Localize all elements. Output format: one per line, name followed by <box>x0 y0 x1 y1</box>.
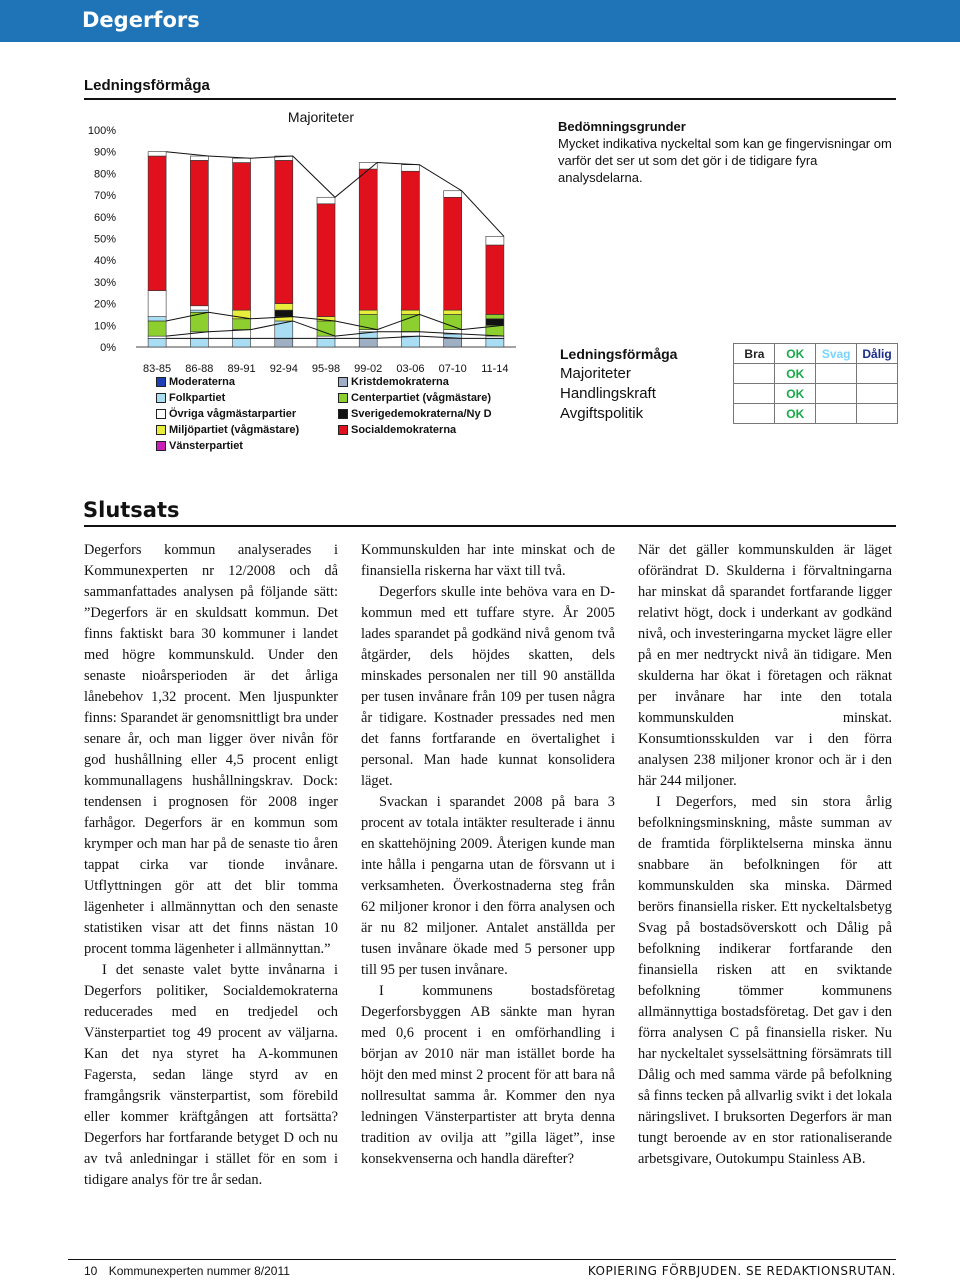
bar-segment <box>401 171 419 310</box>
legend-item <box>338 392 491 404</box>
paragraph: När det gäller kommunskulden är läget oförändrat D. Skulderna i förvaltningarna har minskat då sparandet fortfarande ligger relativt högt, dock i underkant av godkänd nivå, och investeringarna mycket lägre eller på en mer nedtryckt nivå än tidigare. Men skulderna har ökat i företagen och räknat per invånare har inte den totala kommunskulden minskat. Konsumtionsskulden var i den förra analysen 238 miljoner kronor och är i den här 244 miljoner. <box>638 542 892 789</box>
bar-segment <box>359 169 377 310</box>
bar-segment <box>148 317 166 321</box>
legend-item <box>156 376 235 388</box>
text-column-1 <box>84 540 338 1191</box>
y-tick-label: 60% <box>93 211 116 224</box>
bar-segment <box>401 310 419 314</box>
criteria-box <box>558 118 898 186</box>
legend-label: Kristdemokraterna <box>351 376 449 388</box>
legend-swatch <box>338 393 348 403</box>
rating-row <box>558 404 898 424</box>
legend-item <box>338 424 456 436</box>
bar-segment <box>359 330 377 332</box>
text-column-3 <box>638 540 892 1170</box>
y-tick-label: 10% <box>93 320 116 333</box>
footer-left <box>84 1264 290 1278</box>
bar-segment <box>444 338 462 347</box>
bar-segment <box>444 191 462 198</box>
paragraph: Svackan i sparandet 2008 på bara 3 procent av totala intäkter resulterade i ännu en skattehöjning 2009. Återigen kunde man inte hålla i pengarna utan de försvann ut i verksamheten. Överkostnaderna steg från 62 miljoner kronor i den förra analysen och är nu 82 miljoner. Antalet anställda per tusen invånare ökade med 5 personer upp till 95 per tusen invånare. <box>361 794 615 978</box>
bar-segment <box>359 163 377 170</box>
rating-row <box>558 384 898 404</box>
publication-name: Kommunexperten nummer 8/2011 <box>108 1264 290 1278</box>
bar-segment <box>486 236 504 245</box>
legend-label: Miljöpartiet (vågmästare) <box>169 424 300 436</box>
y-tick-label: 90% <box>93 146 116 159</box>
bar-segment <box>401 165 419 172</box>
legend-swatch <box>338 377 348 387</box>
y-tick-label: 100% <box>87 125 116 137</box>
page-number: 10 <box>84 1264 98 1278</box>
bar-segment <box>275 160 293 303</box>
page-title: Degerfors <box>82 8 200 32</box>
chart-legend <box>84 376 530 456</box>
bar-segment <box>275 310 293 317</box>
legend-label: Folkpartiet <box>169 392 226 404</box>
rating-col-dalig: Dålig <box>857 344 898 364</box>
criteria-text: Mycket indikativa nyckeltal som kan ge fingervisningar om varför det ser ut som det gör i de tidigare fyra analysdelarna. <box>558 136 892 185</box>
rating-col-svag: Svag <box>816 344 857 364</box>
y-tick-label: 20% <box>93 298 116 311</box>
bar-segment <box>275 321 293 338</box>
bar-segment <box>486 338 504 347</box>
text-column-2 <box>361 540 615 1170</box>
bar-segment <box>190 338 208 347</box>
rating-row <box>558 364 898 384</box>
rating-cell <box>816 364 857 384</box>
bar-segment <box>148 152 166 156</box>
bar-segment <box>401 314 419 331</box>
y-tick-label: 30% <box>93 276 116 289</box>
chart-title: Majoriteter <box>287 109 355 125</box>
bar-segment <box>148 291 166 317</box>
bar-segment <box>317 197 335 204</box>
legend-swatch <box>156 441 166 451</box>
paragraph: I det senaste valet bytte invånarna i Degerfors politiker, Socialdemokraterna reducerades med en tredjedel och Vänsterpartiet tog 49 procent av väljarna. Kan det nya styret ha A-kommunen Fagersta, sedan länge styrd av en framgångsrik vänsterpartist, som förebild eller kommer kräftgången att fortsätta? Degerfors har fortfarande betyget D och nu av två anledningar i stället för en som i tidigare analys för tre år sedan. <box>84 962 338 1188</box>
rating-cell-ok: OK <box>775 404 816 424</box>
y-tick-label: 70% <box>93 190 116 203</box>
y-tick-label: 80% <box>93 168 116 181</box>
legend-item <box>156 424 299 436</box>
rating-cell-ok: OK <box>775 364 816 384</box>
legend-swatch <box>156 409 166 419</box>
legend-item <box>156 440 243 452</box>
x-tick-label: 07-10 <box>438 363 467 375</box>
rating-cell <box>734 364 775 384</box>
section-title: Ledningsförmåga <box>84 77 210 94</box>
bar-segment <box>486 245 504 314</box>
legend-label: Övriga vågmästarpartier <box>169 408 297 420</box>
legend-item <box>156 408 296 420</box>
x-tick-label: 95-98 <box>311 363 341 375</box>
x-tick-label: 99-02 <box>354 363 383 375</box>
rating-cell-ok: OK <box>775 384 816 404</box>
x-tick-label: 03-06 <box>396 363 425 375</box>
legend-label: Moderaterna <box>169 376 236 388</box>
x-tick-label: 11-14 <box>481 363 509 375</box>
copyright-notice: KOPIERING FÖRBJUDEN. SE REDAKTIONSRUTAN. <box>587 1264 896 1278</box>
legend-item <box>338 376 449 388</box>
rating-header-label: Ledningsförmåga <box>560 345 678 362</box>
rating-header-row <box>558 344 898 364</box>
bar-segment <box>444 310 462 314</box>
rating-row-label: Avgiftspolitik <box>560 405 644 422</box>
criteria-title: Bedömningsgrunder <box>558 119 686 134</box>
bar-segment <box>190 156 208 160</box>
legend-swatch <box>156 393 166 403</box>
bar-segment <box>233 319 251 330</box>
rating-cell <box>857 404 898 424</box>
rating-cell <box>734 404 775 424</box>
bar-segment <box>486 314 504 318</box>
bar-segment <box>317 204 335 317</box>
legend-label: Centerpartiet (vågmästare) <box>351 392 491 404</box>
bar-segment <box>148 338 166 347</box>
legend-swatch <box>156 425 166 435</box>
rating-cell <box>857 364 898 384</box>
paragraph: Kommunskulden har inte minskat och de finansiella riskerna har växt till två. <box>361 542 615 579</box>
bar-segment <box>190 160 208 305</box>
rating-cell <box>734 384 775 404</box>
x-tick-label: 92-94 <box>269 363 298 375</box>
bar-segment <box>401 336 419 347</box>
slutsats-title: Slutsats <box>83 498 180 522</box>
rating-col-bra: Bra <box>734 344 775 364</box>
legend-label: Sverigedemokraterna/Ny D <box>351 408 492 420</box>
bar-segment <box>317 321 335 336</box>
bar-segment <box>401 332 419 336</box>
rating-table <box>558 343 898 424</box>
x-tick-label: 83-85 <box>143 363 172 375</box>
y-tick-label: 40% <box>93 255 116 268</box>
legend-swatch <box>338 425 348 435</box>
bar-segment <box>233 338 251 347</box>
bar-segment <box>275 338 293 347</box>
legend-item <box>338 408 492 420</box>
paragraph: Degerfors kommun analyserades i Kommunexperten nr 12/2008 och då sammanfattades analysen på följande sätt: ”Degerfors är en skuldsatt kommun. Det finns faktiskt bara 30 kommuner i landet med högre kommunskuld. Under den senaste nioårsperioden är det årliga lånebehov 1,32 procent. Men ljuspunkter finns: Sparandet är genomsnittligt bra under senare år, och man ligger över nivån för god hushållning eller 4,5 procent enligt kommunallagens hushållningskrav. Dock: tendensen i prognosen för 2008 inger farhågor. Degerfors är en kommun som krymper och man har på de senaste tio åren tappat cirka var tionde invånare. Utflyttningen gör att det blir tomma lägenheter i allmännyttan och den senaste statistiken visar att det finns nästan 10 procent tomma lägenheter i allmännyttan.” <box>84 542 338 957</box>
bar-segment <box>233 158 251 162</box>
rating-row-label: Handlingskraft <box>560 385 656 402</box>
y-tick-label: 0% <box>100 342 116 354</box>
divider-mid <box>84 525 896 527</box>
bar-segment <box>233 330 251 339</box>
divider-bottom <box>68 1259 896 1260</box>
rating-cell <box>816 404 857 424</box>
bar-segment <box>317 338 335 347</box>
paragraph: I Degerfors, med sin stora årlig befolkningsminskning, måste summan av de framtida förpliktelserna minska ännu snabbare än befolkningen för att kommunskulden ska minska. Därmed berörs finansiella risker. Ett nyckeltalsbetyg Svag på bostadsöverskott och Dålig på befolkning indikerar fortfarande den finansiella risken att en sviktande befolkning tömmer kommunens allmännyttiga bostadsföretag. Det gav i den förra analysen C på finansiella risker. Nu har nyckeltalet sysselsättning försämrats till Dålig och med samma värde på befolkning så finns tecken på allvarlig svikt i det lokala näringslivet. I bruksorten Degerfors är man tungt beroende av en stor rationaliserande arbetsgivare, Outokumpu Stainless AB. <box>638 794 892 1167</box>
legend-item <box>156 392 225 404</box>
rating-row-label: Majoriteter <box>560 365 631 382</box>
bar-segment <box>444 197 462 310</box>
x-tick-label: 86-88 <box>185 363 214 375</box>
legend-label: Vänsterpartiet <box>169 440 243 452</box>
bar-segment <box>190 306 208 310</box>
rating-cell <box>857 384 898 404</box>
bar-segment <box>486 319 504 326</box>
x-tick-label: 89-91 <box>227 363 256 375</box>
rating-cell <box>816 384 857 404</box>
bar-segment <box>275 304 293 311</box>
bar-segment <box>359 310 377 314</box>
paragraph: I kommunens bostadsföretag Degerforsbyggen AB sänkte man hyran med 0,6 procent i en omförhandling i början av 2010 när man istället borde ha höjt den med minst 2 procent för att bara nå nollresultat samma år. Kommer den nya ledningen Vänsterpartister att bryta denna tradition av ovilja att ”gilla läget”, inse konsekvenserna och handla därefter? <box>361 983 615 1167</box>
paragraph: Degerfors skulle inte behöva vara en D-kommun med ett tuffare styre. År 2005 lades sparandet på godkänd nivå genom två åtgärder, dels höjdes skatten, dels minskades personalen ner till 90 anställda per tusen invånare från 109 per tusen några år tidigare. Kostnader pressades ned men det fanns fortfarande en övertalighet i personal. Man hade kunnat konsolidera läget. <box>361 584 615 789</box>
bar-segment <box>148 156 166 291</box>
bar-segment <box>233 163 251 311</box>
y-tick-label: 50% <box>93 233 116 246</box>
bar-segment <box>444 314 462 329</box>
bar-segment <box>148 321 166 336</box>
rating-col-ok: OK <box>775 344 816 364</box>
legend-label: Socialdemokraterna <box>351 424 457 436</box>
bar-segment <box>359 338 377 347</box>
legend-swatch <box>156 377 166 387</box>
bar-segment <box>190 310 208 312</box>
bar-segment <box>148 336 166 338</box>
legend-swatch <box>338 409 348 419</box>
